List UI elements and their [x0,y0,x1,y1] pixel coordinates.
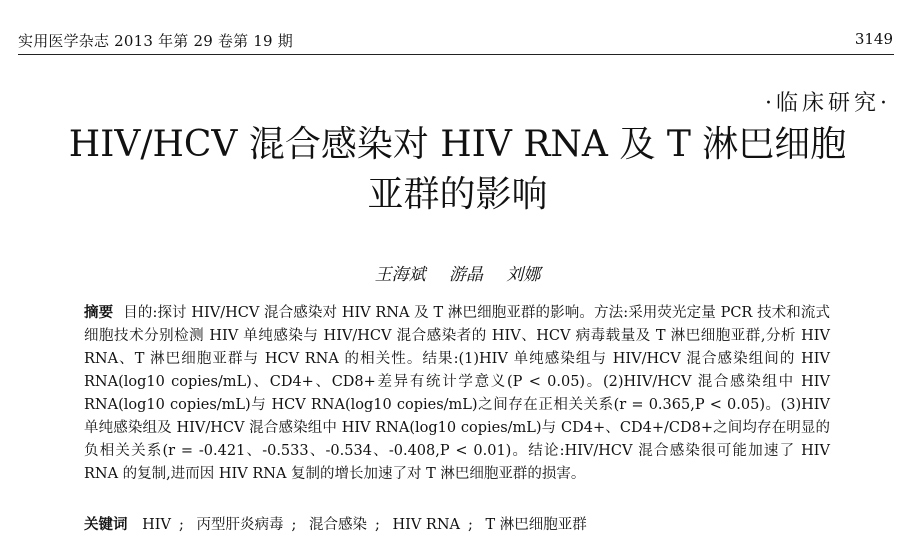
journal-header: 实用医学杂志 2013 年第 29 卷第 19 期 [18,32,293,50]
keyword: HIV RNA [392,517,460,533]
abstract [84,301,830,486]
author-name: 王海斌 [374,265,426,285]
keywords: 关键词 HIV ; 丙型肝炎病毒 ; 混合感染 ; HIV RNA ; T 淋巴细胞亚群 [84,516,587,533]
keyword: T 淋巴细胞亚群 [485,517,587,533]
title-line-2: 亚群的影响 [367,174,548,215]
keyword: 混合感染 [308,517,367,533]
page-number: 3149 [854,30,893,48]
abstract-label: 摘要 [84,304,114,321]
keyword: HIV [142,517,171,533]
title-line-1: HIV/HCV 混合感染对 HIV RNA 及 T 淋巴细胞 [68,124,847,165]
header-rule [18,54,894,55]
author-name: 游晶 [449,265,483,285]
abstract-text: 目的:探讨 HIV/HCV 混合感染对 HIV RNA 及 T 淋巴细胞亚群的影响。方法:采用荧光定量 PCR 技术和流式细胞技术分别检测 HIV 单纯感染与 HIV/HCV 混合感染者的 HIV、HCV 病毒载量及 T 淋巴细胞亚群,分析 HIV RNA、T 淋巴细胞亚群与 HCV RNA 的相关性。结果:(1)HIV 单纯感染组与 HIV/HCV 混合感染组间的 HIV RNA(log10 copies/mL)、CD4+、CD8+差异有统计学意义(P < 0.05)。(2)HIV/HCV 混合感染组中 HIV RNA(log10 copies/mL)与 HCV RNA(log10 copies/mL)之间存在正相关关系(r = 0.365,P < 0.05)。(3)HIV 单纯感染组及 HIV/HCV 混合感染组中 HIV RNA(log10 copies/mL)与 CD4+、CD4+/CD8+之间均存在明显的负相关关系(r = -0.421、-0.533、-0.534、-0.408,P < 0.01)。结论:HIV/HCV 混合感染很可能加速了 HIV RNA 的复制,进而因 HIV RNA 复制的增长加速了对 T 淋巴细胞亚群的损害。 [84,305,831,482]
keyword: 丙型肝炎病毒 [196,517,284,533]
article-title [0,120,915,220]
keywords-label: 关键词 [84,516,128,533]
author-list [0,260,915,285]
author-name: 刘娜 [506,265,541,285]
section-label: ·临床研究· [765,91,891,116]
